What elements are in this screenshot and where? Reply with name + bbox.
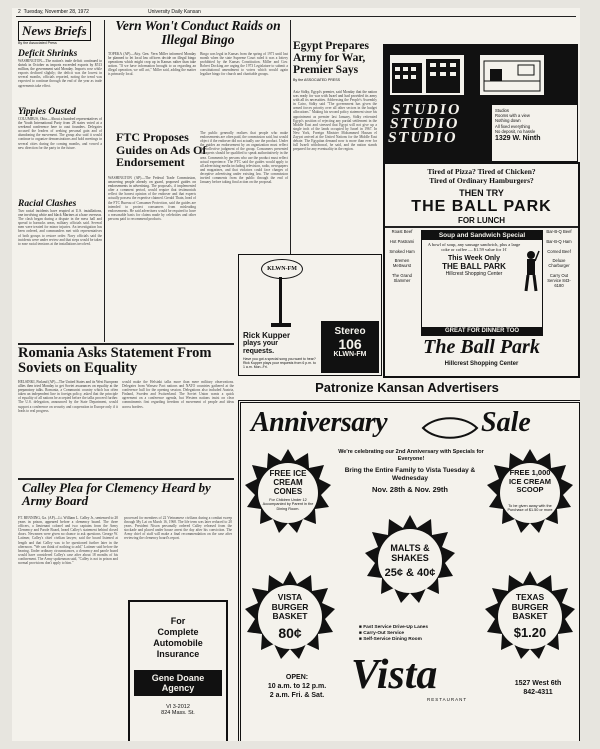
sign-base (271, 323, 291, 327)
vista-logo: Vista (351, 652, 438, 698)
insurance-line-1: For (170, 616, 186, 626)
ballpark-for-lunch: FOR LUNCH (457, 216, 506, 225)
burst-free-cones (245, 447, 331, 539)
baseball-player-icon (522, 249, 540, 293)
vista-dates: Nov. 28th & Nov. 29th (372, 485, 448, 494)
bingo-col-1: TOPEKA (AP)—Atty. Gen. Vern Miller informed Monday he planned to let local law officers decide on illegal bingo operations which might crop up in Kansas rather than take action. "If we have information brought to us regarding an illegal operation, we will act," Miller said, adding the matter is primarily local. (108, 52, 196, 77)
menu-item: Smoked Ham (389, 248, 415, 254)
ballpark-bottom-name: The Ball Park (423, 336, 540, 358)
calley-headline: Calley Plea for Clemency Heard by Army Board (22, 480, 211, 508)
brief-2-head: Yippies Ousted (18, 107, 76, 117)
menu-item: Deluxe Charburger (548, 258, 570, 269)
bullet-icon: ■ (359, 631, 364, 636)
ftc-col-1: WASHINGTON (AP)—The Federal Trade Commission, answering people already on guard, proposed guides on endorsements in advertising. The proposals, if implemented after a comment period, would require that testimonials reflect the honest opinion of the endorser and that experts actually possess the expertise claimed. Gerald Thain, head of the FTC Bureau of Consumer Protection, said the guides are intended to protect consumers from misleading endorsements. He said advertisers would be required to have a reasonable basis for claims made by celebrities and other persons paid to recommend products. (108, 176, 196, 221)
brief-1-lead: WASHINGTON—The nation's trade deficit continued to shrink in October as imports exceeded exports by $513 million, the government said Monday. (18, 59, 102, 72)
news-briefs-byline: By the Associated Press (18, 41, 57, 45)
menu-item: Bremen Mettwurst (392, 258, 412, 269)
menu-item: Carry Out Service 843-6180 (547, 272, 571, 288)
insurance-ad (128, 600, 228, 741)
insurance-phone: VI 3-2012 (166, 704, 190, 710)
egypt-lead: Aziz Sidky, Egypt's premier, said Monday that the nation was ready for war with Israel and had provided its army with all its necessities. (293, 90, 377, 103)
bingo-headline: Vern Won't Conduct Raids on Illegal Bingo (115, 18, 281, 47)
vista-ad (238, 400, 580, 741)
vista-address: 1527 West 6th (514, 680, 562, 687)
hours-line-1: 10 a.m. to 12 p.m. (267, 683, 327, 690)
bullet-icon: ■ (359, 637, 364, 642)
ballpark-tagline-2: Tired of Ordinary Hamburgers? (429, 176, 534, 185)
vista-headline-anniversary: Anniversary (251, 407, 388, 438)
egypt-body: Aziz Sidky, Egypt's premier, said Monday that the nation was ready for war with Israel and had provided its army with all its necessities. Addressing the People's Assembly in Cairo, Sidky said "The government has given the armed forces priority over all other sectors in the budget allocations." Making his second policy statement since his appointment as premier last January, Sidky reiterated Egypt's position of rejecting any partial settlement in the Middle East and stressed that Egypt will not give up a single inch of the lands occupied by Israel in 1967. In New York, Foreign Minister Mohammed Hassan el Zayyat arrived at the United Nations for the Middle East debate. The Egyptian demand now is more than ever for full Israeli withdrawal, he said, and the nation stands prepared for any eventuality in the region. (293, 90, 377, 152)
ballpark-ad (383, 162, 580, 378)
studio-line-1: Studios (495, 108, 509, 113)
radio-sign: KLWN-FM (261, 259, 303, 279)
radio-ad (238, 254, 382, 376)
ballpark-then-try: THEN TRY (459, 188, 504, 198)
menu-item: Bar-B-Q Ham (546, 238, 572, 244)
romania-headline: Romania Asks Statement From Soviets on Equality (18, 345, 212, 377)
brief-2-body: COLUMBUS, Ohio—About a hundred representatives of the Youth International Party from 28 states voted at a weekend conference here to oust founders. Delegates accused the leaders of seeking personal gain and of abandoning the movement. The group also said it would continue to organize demonstrations and hold meetings in several cities during the coming months, and vowed a new direction for the party in the future. (18, 117, 102, 150)
romania-lead: HELSINKI, Finland (AP)—The United States and its West European allies then tried Monday to get Soviet assurances on equality at the preparatory talks. (18, 380, 118, 393)
brief-1-body: WASHINGTON—The nation's trade deficit continued to shrink in October as imports exceeded exports by $513 million, the government said Monday. Imports rose while exports declined slightly; the deficit was the lowest in several months, officials reported, noting the trend was expected to continue through the end of the year as trade agreements take effect. (18, 59, 102, 88)
vista-headline-sale: Sale (481, 407, 531, 438)
menu-item: Corned Beef (547, 248, 571, 254)
romania-col-2: would make the Helsinki talks more than mere military observations. Delegates from Warsaw Pact nations and NATO countries gathered at the conference hall for the opening session. Delegations also included Austria, Finland, Sweden and Switzerland. The Soviet Union wants a quick agreement on a conference agenda, but Western nations insist on clear commitments first regarding freedom of movement of people and ideas across borders. (122, 380, 234, 409)
hours-line-2: 2 a.m. Fri. & Sat. (269, 692, 325, 699)
service-item: ■ Carry-Out Service (359, 631, 405, 636)
bingo-article (108, 19, 288, 46)
ballpark-name: THE BALL PARK (411, 198, 552, 215)
interior-sketch-icon (480, 55, 544, 95)
menu-item: The Grand Slammer (391, 272, 413, 283)
page-date: Tuesday, November 28, 1972 (23, 9, 89, 15)
special-title: Soup and Sandwich Special (422, 231, 542, 240)
studio-ad (383, 44, 578, 162)
interior-sketch (480, 55, 544, 95)
brief-2-lead: COLUMBUS, Ohio—About a hundred representatives of the Youth International Party from 28 states voted at a weekend conference here to oust founders. (18, 117, 102, 130)
free-cones-text: FREE ICE CREAM CONES (269, 469, 307, 496)
paper-name: University Daily Kansan (148, 9, 201, 15)
ballpark-left-menu (387, 230, 417, 289)
vista-burger-price: 80¢ (278, 625, 302, 641)
bullet-icon: ■ (359, 625, 364, 630)
radio-text-1: plays your (243, 340, 279, 347)
studio-line-3: Nothing down (495, 118, 521, 124)
running-head (18, 9, 574, 15)
calley-col-2: processed for members of 22 Vietnamese civilians during a combat sweep through My Lai on March 16, 1968. The life term was later reduced to 20 years. President Nixon personally ordered Calley released from the stockade and placed under house arrest the day after his conviction. The Army chief of staff will make a final recommendation on the case after reviewing the clemency board's report. (124, 516, 232, 541)
radio-station-box (321, 321, 379, 373)
studio-logo (387, 103, 483, 145)
egypt-article (293, 40, 377, 82)
service-item: ■ Fast Service Drive-Up Lanes (359, 625, 429, 630)
col-divider (104, 20, 105, 342)
patronize-banner: Patronize Kansan Advertisers (315, 380, 499, 395)
vista-phone: 842-4311 (523, 689, 553, 696)
building-sketch (390, 55, 464, 95)
menu-item: Roast Beef (391, 229, 413, 234)
agency-box (134, 670, 222, 696)
studio-word-3: STUDIO (386, 130, 459, 146)
insurance-line-2: Complete (157, 627, 199, 637)
malts-price: 25¢ & 40¢ (384, 567, 436, 579)
calley-article (22, 481, 232, 507)
radio-frequency: 106 (338, 336, 362, 352)
menu-item: Hot Pastrami (389, 238, 415, 244)
news-briefs-section (18, 21, 102, 342)
malts-text: MALTS & SHAKES (390, 543, 430, 563)
service-item: ■ Self-Service Dining Room (359, 637, 422, 642)
brief-3-head: Racial Clashes (18, 199, 77, 209)
ballpark-tagline-1: Tired of Pizza? Tired of Chicken? (427, 167, 536, 176)
building-sketch-icon (390, 55, 464, 95)
romania-article (18, 346, 234, 376)
bingo-lead: TOPEKA (AP)—Atty. Gen. Vern Miller informed Monday he planned to let local law officers decide on illegal bingo operations which might crop up in Kansas rather than take action. (108, 52, 196, 69)
texas-burger-text: TEXAS BURGER BASKET (511, 592, 549, 621)
radio-stereo: Stereo (334, 326, 366, 337)
ribbon-icon (421, 415, 479, 441)
news-briefs-title: News Briefs (18, 21, 91, 41)
vista-restaurant: RESTAURANT (427, 697, 468, 702)
ballpark-name-2: THE BALL PARK (442, 262, 506, 272)
free-scoop-note: To be given away with the Purchase of $1.50 or more (507, 504, 553, 513)
ballpark-bottom-center: Hillcrest Shopping Center (444, 361, 519, 367)
insurance-line-4: Insurance (156, 649, 200, 659)
ftc-lead: WASHINGTON (AP)—The Federal Trade Commission, answering people already on guard, proposed guides on endorsements in advertising. (108, 176, 196, 189)
bingo-col-2: Bingo was legal in Kansas from the spring of 1971 until last month when the state Supreme Court ruled it was a lottery prohibited by the Kansas Constitution. Miller and Gov. Robert Docking are urging the 1973 Legislature to submit a constitutional amendment to voters which would again legalize bingo for church and charitable groups. (200, 52, 288, 77)
brief-3-body: Two racial incidents have erupted at U.S. installations, one involving white and black Marines at a base overseas. The clash began during a dispute in the mess hall and spread to barracks areas, military officials said. Several men were treated for minor injuries. An investigation has been ordered, and commanders met with representatives of both groups to restore order. Navy officials said the incidents were under review and that steps would be taken to ease racial tensions at the installations involved. (18, 209, 102, 246)
romania-col-1: HELSINKI, Finland (AP)—The United States and its West European allies then tried Monday to get Soviet assurances on equality at the preparatory talks. Romania, a Communist country which has often taken an independent line in foreign policy, asked that the principle of equality of all nations be accepted before the talks proceed further. The U.S. delegation, announced by the State Department, would support a conference on security and cooperation in Europe only if it leads to real progress. (18, 380, 118, 413)
ftc-headline: FTC Proposes Guides on Ads Of Endorsement (116, 130, 207, 170)
insurance-agency: Agency (161, 683, 195, 693)
radio-dj-name: Rick Kupper (243, 331, 291, 340)
ballpark-center: Hillcrest Shopping Center (445, 271, 503, 278)
ftc-col-2: The public generally realizes that people who make endorsements are often paid, the commission said, but would object if the endorser did not actually use the product. Under the guides an endorsement by an organization must reflect the collective judgment of the group. Consumers presented as experts should be qualified to speak authoritatively in the area. Comments by persons who use the product must reflect actual experience. The FTC said the guides would apply to all advertising media including television, radio, newspapers and magazines, and that violators could face charges of deceptive advertising under existing law. The commission invited comments from the public through the end of January before taking final action on the proposal. (200, 131, 288, 185)
ballpark-right-menu (543, 230, 575, 293)
radio-text-2: requests. (243, 348, 275, 355)
studio-word-1: STUDIO (390, 102, 463, 118)
brief-3-lead: Two racial incidents have erupted at U.S. installations, one involving white and black Marines at a base overseas. (18, 209, 102, 218)
vista-hours (247, 673, 347, 700)
radio-call-letters: KLWN-FM (333, 351, 367, 358)
week-only: This Week Only (448, 255, 500, 263)
egypt-headline: Egypt Prepares Army for War, Premier Says (293, 40, 369, 77)
great-for-dinner: GREAT FOR DINNER TOO (422, 327, 542, 335)
open-label: OPEN: (285, 674, 309, 681)
studio-info (492, 105, 578, 162)
burst-texas-burger (485, 569, 575, 665)
radio-small-print: Have you got a special song you want to hear? Rick Kupper plays your requests from 6 p.m. to 1 a.m. Mon.-Fri. (243, 357, 316, 369)
studio-word-2: STUDIO (388, 116, 461, 132)
calley-lead: FT. BENNING, Ga. (AP)—Lt. William L. Calley Jr., sentenced to 20 years in prison, appeared before a clemency board. (18, 516, 118, 525)
free-scoop-text: FREE 1,000 ICE CREAM SCOOP (508, 468, 552, 494)
insurance-agent: Gene Doane (151, 673, 205, 683)
egypt-byline: By the ASSOCIATED PRESS (293, 78, 341, 83)
burst-vista-burger (245, 569, 335, 665)
vista-celebrate: We're celebrating our 2nd Anniversary with Specials for Everyone! (338, 449, 484, 462)
brief-1-head: Deficit Shrinks (18, 49, 78, 59)
sign-pole (279, 277, 282, 325)
studio-line-4: All fixed everything (495, 123, 531, 129)
studio-line-2: Rooms with a view (495, 113, 530, 119)
menu-item: Bar-B-Q Beef (546, 229, 572, 234)
vista-contact (503, 679, 573, 697)
insurance-address: 824 Mass. St. (161, 710, 195, 716)
free-cones-note: For Children Under 12 Accompanied by Parent in the Dining Room. (262, 498, 314, 511)
burst-malts (365, 513, 455, 609)
head-rule (16, 16, 576, 17)
ballpark-rule (385, 226, 578, 228)
insurance-line-3: Automobile (153, 638, 203, 648)
ballpark-special-box (421, 230, 543, 336)
studio-address: 1329 W. Ninth (495, 135, 541, 143)
studio-line-5: No deposit, no hassle (495, 128, 536, 134)
texas-burger-price: $1.20 (513, 625, 547, 640)
vista-burger-text: VISTA BURGER BASKET (271, 592, 309, 621)
vista-services (359, 625, 479, 643)
special-text: A bowl of soup, any sausage sandwich, plus a large coke or coffee — $1.59 value for 1¢ (427, 242, 521, 253)
burst-free-scoop (487, 447, 573, 539)
page-number: 2 (18, 9, 21, 15)
vista-bring: Bring the Entire Family to Vista Tuesday & Wednesday (344, 467, 476, 482)
newspaper-page (12, 8, 580, 741)
calley-col-1: FT. BENNING, Ga. (AP)—Lt. William L. Calley Jr., sentenced to 20 years in prison, appeared before a clemency board. The three officers, a lieutenant colonel and two captains from the Army Clemency and Parole Board, heard Calley's statement behind closed doors. Newsmen were given no chance to ask questions. George W. Latimer, Calley's chief civilian lawyer, said the board listened at length and that Calley was to be questioned further later in the afternoon. "We can think of nothing to add," Latimer said before the hearing. Under ordinary circumstances, a clemency and parole board would have considered Calley's case after about 18 months of his confinement. The Army spokesman said, "Calley is not in prison and normal provisions don't apply to him." (18, 516, 118, 566)
